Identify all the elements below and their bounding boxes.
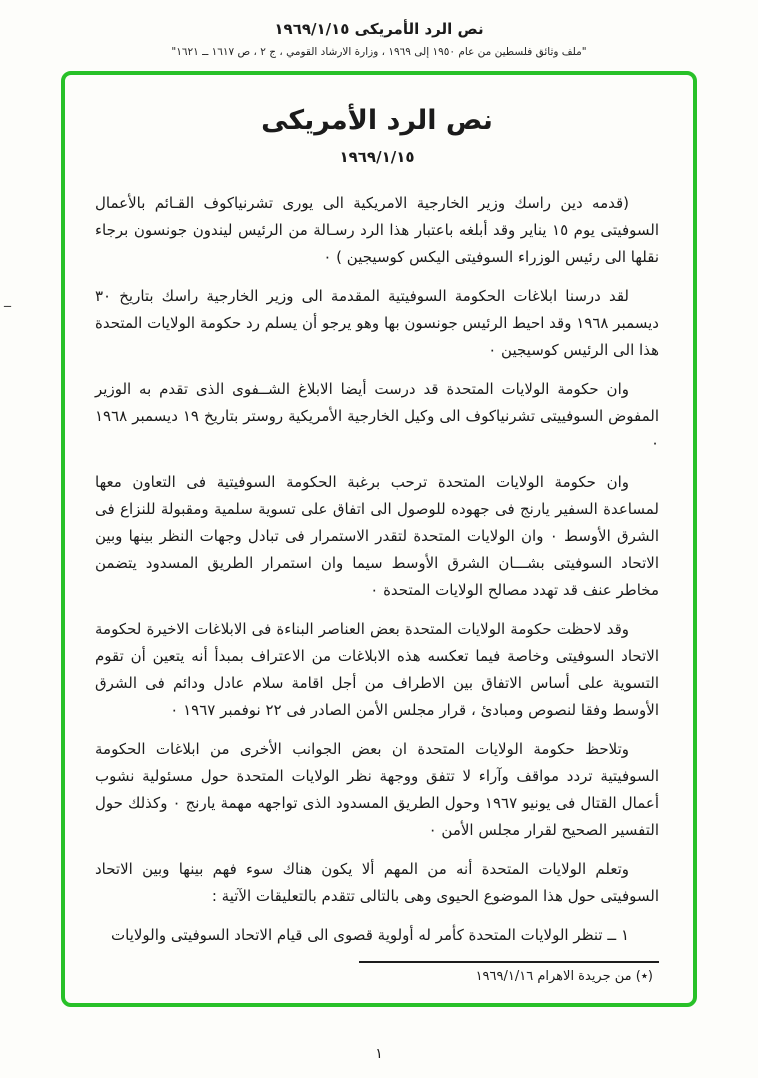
- page-number: ١: [375, 1046, 383, 1062]
- paragraph-7: وتعلم الولايات المتحدة أنه من المهم ألا يكون هناك سوء فهم بينها وبين الاتحاد السوفيتى حول هذا الموضوع الحيوى وهى بالتالى تتقدم بالتعليقات الآتية :: [95, 860, 659, 905]
- paragraph-5: وقد لاحظت حكومة الولايات المتحدة بعض العناصر البناءة فى الابلاغات الاخيرة لحكومة الاتحاد السوفيتى وخاصة فيما تعكسه هذه الابلاغات من الاعتراف بمبدأ أنه يتعين أن تقوم التسوية على أساس الاتفاق بين الاطراف من أجل اقامة سلام عادل ودائم فى الشرق الأوسط وفقا لنصوص ومبادئ ، قرار مجلس الأمن الصادر فى ٢٢ نوفمبر ١٩٦٧ ٠: [95, 620, 659, 719]
- paragraph-intro: (قدمه دين راسك وزير الخارجية الامريكية الى يورى تشرنياكوف القـائم بالأعمال السوفيتى يوم ١٥ يناير وقد أبلغه باعتبار هذا الرد رسـالة من الرئيس ليندون جونسون برجاء نقلها الى رئيس الوزراء السوفيتى اليكس كوسيجين ) ٠: [95, 194, 659, 266]
- footnote: (٭) من جريدة الاهرام ١٩٦٩/١/١٦: [475, 969, 653, 984]
- document-title: نص الرد الأمريكى: [261, 105, 493, 136]
- paragraph-2: لقد درسنا ابلاغات الحكومة السوفيتية المقدمة الى وزير الخارجية راسك بتاريخ ٣٠ ديسمبر ١٩٦٨ وقد احيط الرئيس جونسون بها وهو يرجو أن يسلم رد حكومة الولايات المتحدة هذا الى الرئيس كوسيجين ٠: [95, 287, 659, 359]
- paragraph-3: وان حكومة الولايات المتحدة قد درست أيضا الابلاغ الشــفوى الذى تقدم به الوزير المفوض السوفييتى تشرنياكوف الى وكيل الخارجية الأمريكية روستر بتاريخ ١٩ ديسمبر ١٩٦٨ ٠: [95, 380, 659, 452]
- scan-margin-artifact: ــ: [4, 296, 12, 310]
- document-frame: [61, 71, 697, 1007]
- paragraph-4: وان حكومة الولايات المتحدة ترحب برغبة الحكومة السوفيتية فى التعاون معها لمساعدة السفير يارنج فى جهوده للوصول الى اتفاق على تسوية سلمية ومقبولة للنزاع فى الشرق الأوسط ٠ وان الولايات المتحدة لتقدر الاستمرار فى تبادل وجهات النظر بينها وبين الاتحاد السوفيتى بشـــان الشرق الأوسط سيما وان استمرار الطريق المسدود يتضمن مخاطر عنف قد تهدد مصالح الولايات المتحدة ٠: [95, 473, 660, 599]
- page-header: [0, 0, 758, 58]
- document-body: [95, 190, 659, 949]
- document-date: ١٩٦٩/١/١٥: [339, 148, 415, 166]
- header-source-note: "ملف وثائق فلسطين من عام ١٩٥٠ إلى ١٩٦٩ ، وزارة الارشاد القومي ، ج ٢ ، ص ١٦١٧ ــ ١٦٢١": [171, 46, 587, 58]
- paragraph-list-item-1: ١ ــ تنظر الولايات المتحدة كأمر له أولوية قصوى الى قيام الاتحاد السوفيتى والولايات: [111, 926, 629, 944]
- header-title: نص الرد الأمريكى ١٩٦٩/١/١٥: [274, 20, 484, 38]
- paragraph-6: وتلاحظ حكومة الولايات المتحدة ان بعض الجوانب الأخرى من ابلاغات الحكومة السوفيتية تردد مواقف وآراء لا تتفق ووجهة نظر الولايات المتحدة حول مسئولية نشوب أعمال القتال فى يونيو ١٩٦٧ وحول الطريق المسدود الذى تواجهه مهمة يارنج ٠ وكذلك حول التفسير الصحيح لقرار مجلس الأمن ٠: [95, 740, 659, 839]
- footnote-area: [95, 961, 659, 984]
